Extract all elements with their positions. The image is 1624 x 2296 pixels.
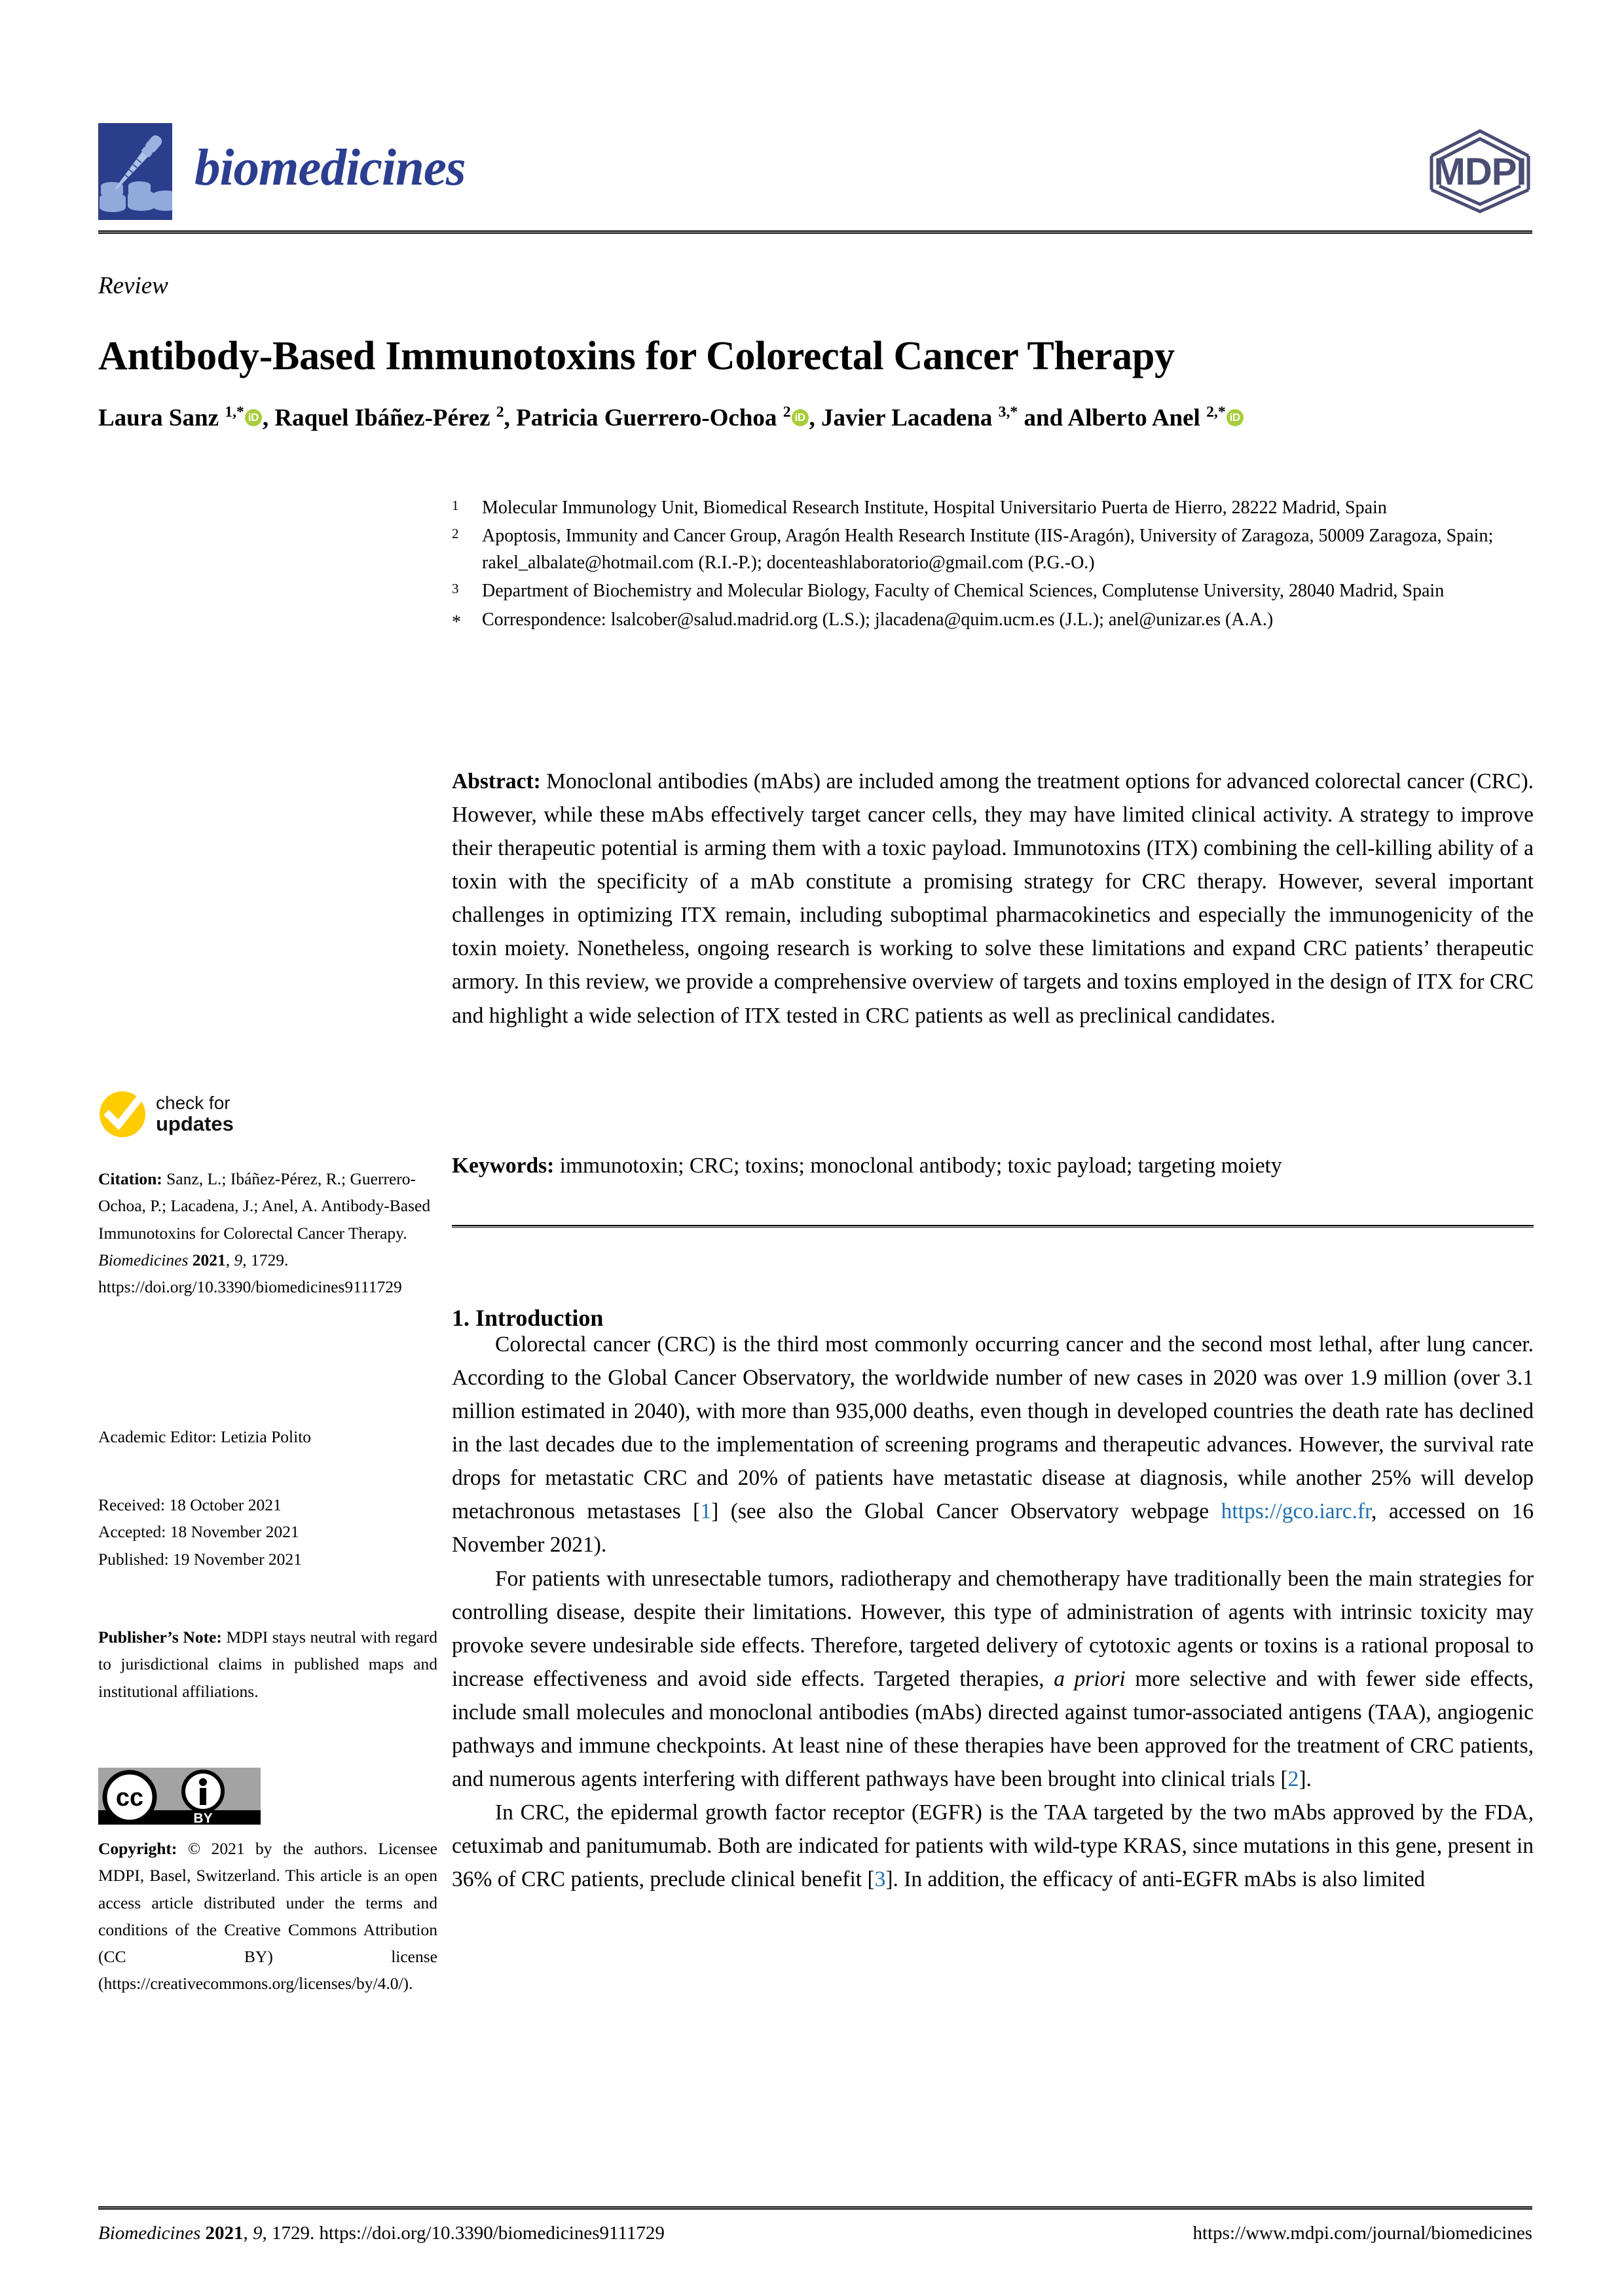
reference-link[interactable]: 3 — [874, 1867, 886, 1892]
affiliation-marker: 2 — [452, 526, 459, 542]
keywords-divider — [452, 1225, 1534, 1228]
footer-divider — [98, 2206, 1532, 2210]
affiliation-row — [452, 522, 1532, 576]
publication-date: Accepted: 18 November 2021 — [98, 1522, 299, 1542]
publishers-note — [98, 1624, 437, 1705]
affiliation-text: Molecular Immunology Unit, Biomedical Research Institute, Hospital Universitario Puerta de Hierro, 28222 Madrid, Spain — [482, 498, 1387, 518]
section-heading-introduction: 1. Introduction — [452, 1304, 604, 1331]
copyright-text: © 2021 by the authors. Licensee MDPI, Basel, Switzerland. This article is an open access article distributed under the terms and conditions of the Creative Commons Attribution (CC BY) license (https://creativecommons.org/licenses/by/4.0/). — [98, 1839, 437, 1994]
header-divider — [98, 230, 1532, 234]
abstract-text: Monoclonal antibodies (mAbs) are included among the treatment options for advanced colorectal cancer (CRC). However, while these mAbs effectively target cancer cells, they may have limited clinical activity. A strategy to improve their therapeutic potential is arming them with a toxic payload. Immunotoxins (ITX) combining the cell-killing ability of a toxin with the specificity of a mAb constitute a promising strategy for CRC therapy. However, several important challenges in optimizing ITX remain, including suboptimal pharmacokinetics and especially the immunogenicity of the toxin moiety. Nonetheless, ongoing research is working to solve these limitations and expand CRC patients’ therapeutic armory. In this review, we provide a comprehensive overview of targets and toxins employed in the design of ITX for CRC and highlight a wide selection of ITX tested in CRC patients as well as preclinical candidates. — [452, 769, 1534, 1028]
affiliation-row — [452, 494, 1532, 521]
masthead — [98, 123, 1532, 228]
keywords-label: Keywords: — [452, 1154, 555, 1178]
orcid-icon[interactable]: iD — [792, 409, 809, 426]
affiliation-row — [452, 577, 1532, 604]
reference-link[interactable]: 2 — [1287, 1767, 1299, 1792]
reference-link[interactable]: 1 — [700, 1499, 712, 1524]
orcid-icon[interactable]: iD — [1227, 409, 1244, 426]
copyright-label: Copyright: — [98, 1839, 177, 1858]
svg-text:MDPI: MDPI — [1433, 151, 1526, 193]
svg-text:BY: BY — [193, 1811, 213, 1825]
publication-dates — [98, 1491, 437, 1573]
check-updates-text — [156, 1093, 234, 1136]
page-title: Antibody-Based Immunotoxins for Colorectal Cancer Therapy — [98, 333, 1175, 378]
body-paragraph: Colorectal cancer (CRC) is the third most commonly occurring cancer and the second most lethal, after lung cancer. According to the Global Cancer Observatory, the worldwide number of new cases in 2020 was over 1.9 million (over 3.1 million estimated in 2040), with more than 935,000 deaths, even though in developed countries the death rate has declined in the last decades due to the implementation of screening programs and therapeutic advances. However, the survival rate drops for metastatic CRC and 20% of patients have metastatic disease at diagnosis, while another 25% will develop metachronous metastases [1] (see also the Global Cancer Observatory webpage https://gco.iarc.fr, accessed on 16 November 2021). — [452, 1332, 1534, 1558]
body-paragraph: For patients with unresectable tumors, radiotherapy and chemotherapy have traditionally been the main strategies for controlling disease, despite their limitations. However, this type of administration of agents with intrinsic toxicity may provoke severe undesirable side effects. Therefore, targeted delivery of cytotoxic agents or toxins is a rational proposal to increase effectiveness and avoid side effects. Targeted therapies, a priori more selective and with fewer side effects, include small molecules and monoclonal antibodies (mAbs) directed against tumor-associated antigens (TAA), angiogenic pathways and immune checkpoints. At least nine of these therapies have been approved for the treatment of CRC patients, and numerous agents interfering with different pathways have been brought into clinical trials [2]. — [452, 1566, 1534, 1792]
footer-journal-url[interactable]: https://www.mdpi.com/journal/biomedicines — [1192, 2223, 1532, 2244]
publishers-note-text: MDPI stays neutral with regard to jurisdictional claims in published maps and institutional affiliations. — [98, 1628, 438, 1701]
check-updates-line1: check for — [156, 1092, 231, 1113]
copyright-block — [98, 1835, 437, 1997]
footer-citation: Biomedicines 2021, 9, 1729. https://doi.org/10.3390/biomedicines9111729 — [98, 2223, 665, 2244]
affiliation-marker: * — [452, 611, 461, 632]
academic-editor: Academic Editor: Letizia Polito — [98, 1427, 312, 1446]
svg-text:cc: cc — [115, 1784, 144, 1812]
affiliation-text: Department of Biochemistry and Molecular Biology, Faculty of Chemical Sciences, Complutense University, 28040 Madrid, Spain — [482, 581, 1445, 602]
body-paragraph: In CRC, the epidermal growth factor receptor (EGFR) is the TAA targeted by the two mAbs approved by the FDA, cetuximab and panitumumab. Both are indicated for patients with wild-type KRAS, since mutations in this gene, present in 36% of CRC patients, preclude clinical benefit [3]. In addition, the efficacy of anti-EGFR mAbs is also limited — [452, 1800, 1534, 1892]
citation-block: Citation: Sanz, L.; Ibáñez-Pérez, R.; Guerrero-Ochoa, P.; Lacadena, J.; Anel, A. Antibody-Based Immunotoxins for Colorectal Cancer Therapy. Biomedicines 2021, 9, 1729. https://doi.org/10.3390/biomedicines9111729 — [98, 1169, 431, 1297]
external-link[interactable]: https://gco.iarc.fr — [1221, 1499, 1371, 1524]
affiliation-marker: 1 — [452, 498, 459, 513]
affiliations-list — [452, 494, 1532, 637]
section-body — [452, 1328, 1534, 1896]
crossmark-check-for-updates[interactable] — [98, 1090, 234, 1139]
abstract — [452, 765, 1534, 1032]
author-list: Laura Sanz $^{1,*}$ iD , Raquel Ibáñez-Pérez $^2$, Patricia Guerrero-Ochoa $^2$ iD , Javier Lacadena $^{3,*}$ and Alberto Anel $^{2,*}$ iD — [98, 401, 1539, 435]
article-type-label: Review — [98, 272, 168, 299]
publication-date: Published: 19 November 2021 — [98, 1549, 302, 1569]
publication-date: Received: 18 October 2021 — [98, 1495, 282, 1514]
mdpi-logo — [1428, 127, 1532, 215]
keywords-text: immunotoxin; CRC; toxins; monoclonal antibody; toxic payload; targeting moiety — [554, 1154, 1282, 1178]
affiliation-row — [452, 606, 1532, 636]
journal-logo-block — [98, 123, 466, 220]
abstract-label: Abstract: — [452, 769, 541, 793]
page-footer — [98, 2223, 1532, 2244]
publishers-note-label: Publisher’s Note: — [98, 1628, 222, 1647]
affiliation-text: Apoptosis, Immunity and Cancer Group, Aragón Health Research Institute (IIS-Aragón), University of Zaragoza, 50009 Zaragoza, Spain; rakel_albalate@hotmail.com (R.I.-P.); docenteashlaboratorio@gmail.com (P.G.-O.) — [482, 526, 1494, 574]
check-updates-line2: updates — [156, 1112, 234, 1136]
check-circle-icon — [98, 1090, 147, 1139]
affiliation-marker: 3 — [452, 581, 459, 597]
citation-label: Citation: — [98, 1169, 162, 1188]
affiliation-text: Correspondence: lsalcober@salud.madrid.org (L.S.); jlacadena@quim.ucm.es (J.L.); anel@unizar.es (A.A.) — [482, 609, 1274, 630]
biomedicines-pipette-icon — [98, 123, 172, 220]
orcid-icon[interactable]: iD — [245, 409, 262, 426]
keywords — [452, 1154, 1534, 1178]
journal-wordmark: biomedicines — [194, 139, 466, 196]
creative-commons-by-icon[interactable] — [98, 1768, 261, 1825]
